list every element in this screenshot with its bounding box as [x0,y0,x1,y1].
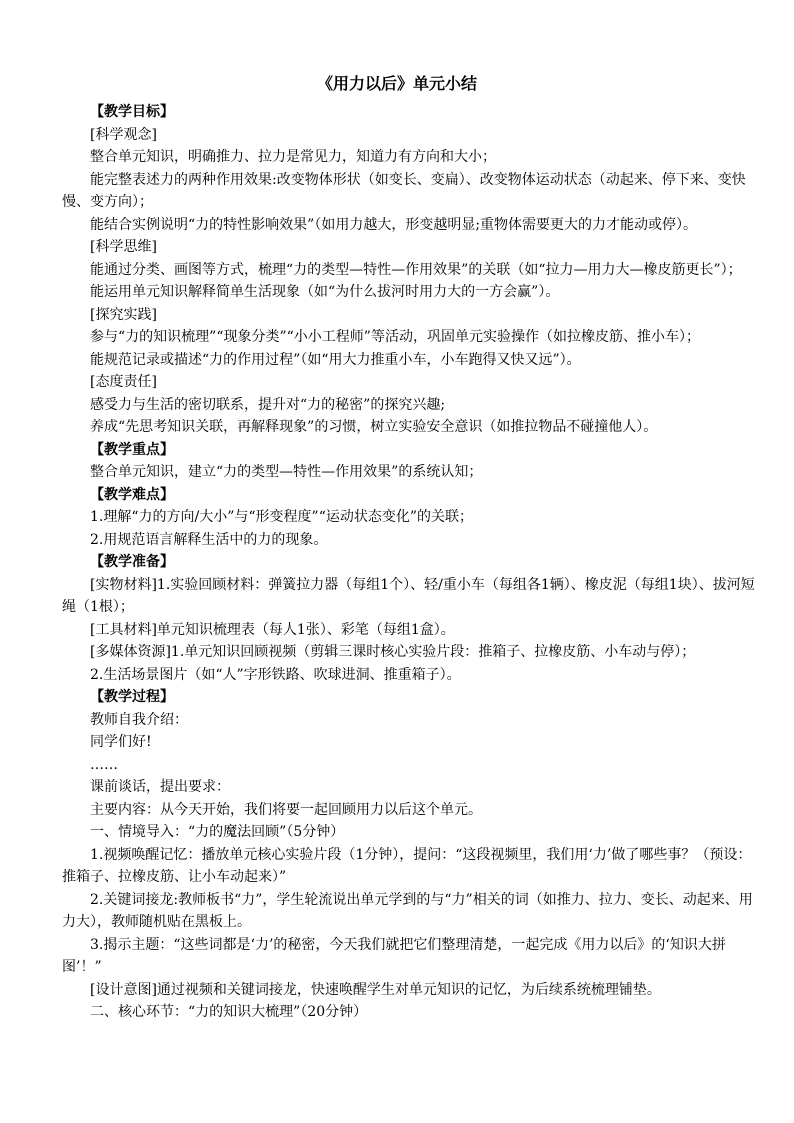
paragraph: [探究实践] [90,306,157,323]
paragraph: [科学思维] [90,239,157,255]
paragraph: 感受力与生活的密切联系，提升对“力的秘密”的探究兴趣; [90,396,446,413]
paragraph: 整合单元知识，建立“力的类型—特性—作用效果”的系统认知； [90,464,483,480]
paragraph: 能规范记录或描述“力的作用过程”（如“用大力推重小车，小车跑得又快又远”）。 [90,351,581,368]
paragraph: 1.视频唤醒记忆：播放单元核心实验片段（1分钟），提问：“这段视频里，我们用‘力’做了哪些事？（预设：推箱子、拉橡皮筋、让小车动起来）” [62,846,752,885]
paragraph: 2.用规范语言解释生活中的力的现象。 [90,531,328,548]
paragraph: [科学观念] [90,126,157,143]
paragraph: 养成“先思考知识关联，再解释现象”的习惯，树立实验安全意识（如推拉物品不碰撞他人）。 [90,419,658,435]
paragraph: 能运用单元知识解释简单生活现象（如“为什么拔河时用力大的一方会赢”）。 [90,284,560,300]
document-title: 《用力以后》单元小结 [316,74,477,93]
paragraph: 能通过分类、画图等方式，梳理“力的类型—特性—作用效果”的关联（如“拉力—用力大—橡皮筋更长”）； [90,261,742,278]
paragraph: 能结合实例说明“力的特性影响效果”（如用力越大，形变越明显;重物体需要更大的力才能动或停）。 [90,216,698,233]
paragraph: 1.理解“力的方向/大小”与“形变程度”“运动状态变化”的关联； [90,509,474,525]
paragraph: [实物材料]1.实验回顾材料：弹簧拉力器（每组1个）、轻/重小车（每组各1辆）、橡皮泥（每组1块）、拔河短绳（1根）； [62,576,755,615]
section-heading: 【教学准备】 [90,554,174,570]
section-heading: 【教学目标】 [90,104,174,120]
paragraph: [工具材料]单元知识梳理表（每人1张）、彩笔（每组1盒）。 [90,621,455,638]
paragraph: 2.关键词接龙:教师板书“力”，学生轮流说出单元学到的与“力”相关的词（如推力、拉力、变长、动起来、用力大），教师随机贴在黑板上。 [62,891,753,930]
paragraph: [多媒体资源]1.单元知识回顾视频（剪辑三课时核心实验片段：推箱子、拉橡皮筋、小车动与停）； [90,644,696,660]
paragraph: [态度责任] [90,374,157,390]
paragraph: 同学们好! [90,734,152,750]
paragraph: 主要内容：从今天开始，我们将要一起回顾用力以后这个单元。 [90,801,482,818]
paragraph: 2.生活场景图片（如“人”字形铁路、吹球进洞、推重箱子）。 [90,666,461,683]
paragraph: 二、核心环节：“力的知识大梳理”（20分钟） [90,1004,368,1020]
paragraph: [设计意图]通过视频和关键词接龙，快速唤醒学生对单元知识的记忆，为后续系统梳理铺垫。 [90,981,661,998]
paragraph: 参与“力的知识梳理”“现象分类”“小小工程师”等活动，巩固单元实验操作（如拉橡皮筋、推小车）； [90,329,700,345]
document-body [62,101,762,1024]
paragraph: 能完整表述力的两种作用效果:改变物体形状（如变长、变扁）、改变物体运动状态（动起来、停下来、变快慢、变方向）； [62,171,746,210]
section-heading: 【教学难点】 [90,486,174,503]
paragraph: …… [90,756,118,773]
paragraph: 整合单元知识，明确推力、拉力是常见力，知道力有方向和大小； [90,149,496,165]
paragraph: 一、情境导入：“力的魔法回顾”（5分钟） [90,824,345,840]
paragraph: 教师自我介绍： [90,711,188,728]
section-heading: 【教学过程】 [90,689,174,705]
section-heading: 【教学重点】 [90,441,174,458]
paragraph: 3.揭示主题：“这些词都是‘力’的秘密，今天我们就把它们整理清楚，一起完成《用力以后》的‘知识大拼图’！” [62,936,726,975]
paragraph: 课前谈话，提出要求： [90,779,230,795]
